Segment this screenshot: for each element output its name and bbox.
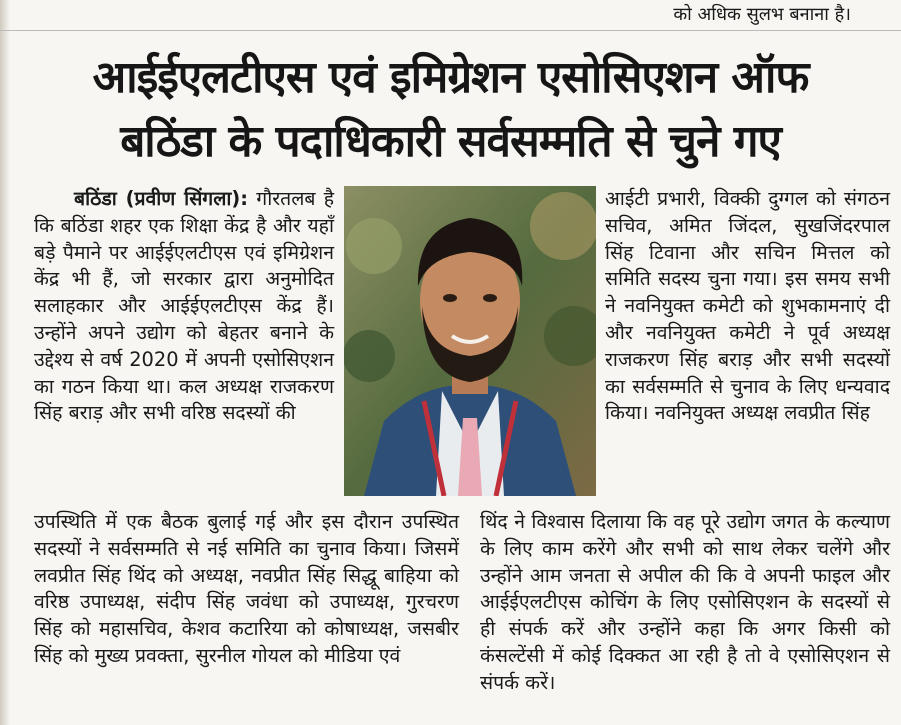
article-bottom-left <box>34 509 459 670</box>
previous-article-tail: को अधिक सुलभ बनाना है। <box>673 4 851 25</box>
bottom-right-text: थिंद ने विश्वास दिलाया कि वह पूरे उद्योग जगत के कल्याण के लिए काम करेंगे और सभी को साथ लेकर चलेंगे और उन्होंने आम जनता से अपील की कि वे अपनी फाइल और आईईएलटीएस कोचिंग के लिए एसोसिएशन के सदस्यों से ही संपर्क करें और उन्होंने कहा कि अगर किसी को कंसल्टेंसी में कोई दिक्कत आ रही है तो वे एसोसिएशन से संपर्क करें। <box>480 510 890 694</box>
article-right-column <box>605 186 890 427</box>
byline: बठिंडा (प्रवीण सिंगला): <box>74 187 249 210</box>
article-left-column <box>34 186 334 427</box>
divider <box>0 30 901 31</box>
headline-line-1: आईईएलटीएस एवं इमिग्रेशन एसोसिएशन ऑफ <box>92 52 809 103</box>
portrait-photo <box>344 186 596 496</box>
right-column-text: आईटी प्रभारी, विक्की दुग्गल को संगठन सचिव, अमित जिंदल, सुखजिंदरपाल सिंह टिवाना और सचिन मित्तल को समिति सदस्य चुना गया। इस समय सभी ने नवनियुक्त कमेटी को शुभकामनाएं दी और नवनियुक्त कमेटी ने पूर्व अध्यक्ष राजकरण सिंह बराड़ और सभी सदस्यों का सर्वसम्मति से चुनाव के लिए धन्यवाद किया। नवनियुक्त अध्यक्ष लवप्रीत सिंह <box>605 187 890 425</box>
portrait-image <box>344 186 596 496</box>
article-bottom-right <box>480 509 890 697</box>
left-column-text: गौरतलब है कि बठिंडा शहर एक शिक्षा केंद्र है और यहाँ बड़े पैमाने पर आईईएलटीएस एवं इमिग्रेशन केंद्र भी हैं, जो सरकार द्वारा अनुमोदित सलाहकार और आईईएलटीएस केंद्र हैं। उन्होंने अपने उद्योग को बेहतर बनाने के उद्देश्य से वर्ष 2020 में अपनी एसोसिएशन का गठन किया था। कल अध्यक्ष राजकरण सिंह बराड़ और सभी वरिष्ठ सदस्यों की <box>34 187 334 425</box>
headline-line-2: बठिंडा के पदाधिकारी सर्वसम्मति से चुने गए <box>120 116 781 167</box>
bottom-left-text: उपस्थिति में एक बैठक बुलाई गई और इस दौरान उपस्थित सदस्यों ने सर्वसम्मति से नई समिति का चुनाव किया। जिसमें लवप्रीत सिंह थिंद को अध्यक्ष, नवप्रीत सिंह सिद्धू बाहिया को वरिष्ठ उपाध्यक्ष, संदीप सिंह जवंधा को उपाध्यक्ष, गुरचरण सिंह को महासचिव, केशव कटारिया को कोषाध्यक्ष, जसबीर सिंह को मुख्य प्रवक्ता, सुरनील गोयल को मीडिया एवं <box>34 510 459 667</box>
